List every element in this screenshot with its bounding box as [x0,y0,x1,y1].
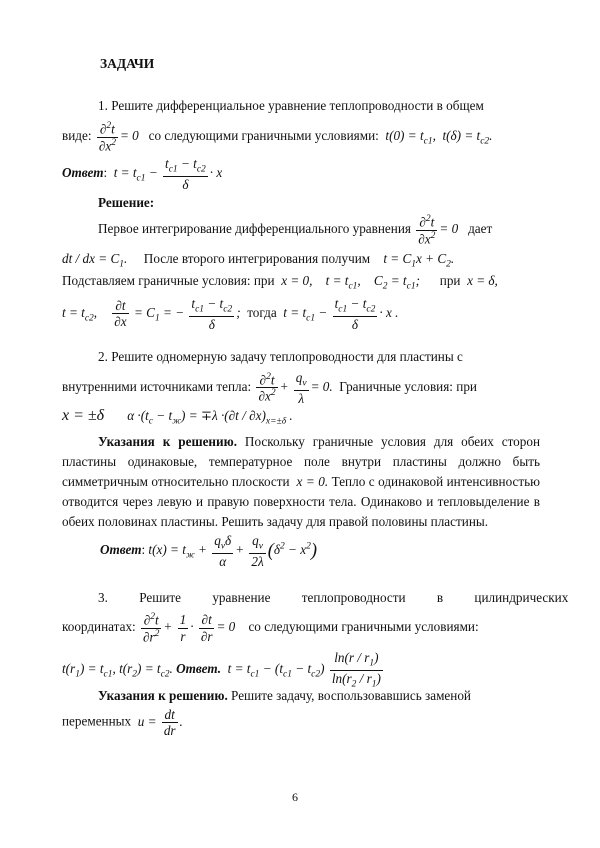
task2-statement-line2 [62,370,540,406]
task2-answer: Ответ: $t(x) = t_ж$ + $\frac{q_v\delta}{\alpha}$ + $\frac{q_v}{2\lambda}$ $(\delta^2 - x^2)$ [100,533,318,569]
task2-line2-suffix: Граничные условия: при [339,378,477,394]
task1-line2-prefix: виде: [62,128,92,144]
task1-equation: $\frac{\partial^2t}{\partial x^2}$ = 0 [98,121,143,153]
task2-hint-text2: Тепло с одинаковой интенсивностью отводится через левую и правую поверхности тела. Одинаково и тепловыделение в обеих половинах пластины. Решить задачу для правой половины пластины. [62,474,540,529]
task1-boundary-conditions: $t(0) = t_{c1}$, $t(\delta) = t_{c2}$. [382,128,493,147]
task2-answer-label: Ответ [100,541,142,557]
task1-answer-label: Ответ [62,164,104,180]
task1-solution-line3: Подставляем граничные условия: при x = 0, $t = t_{c1}$, $C_2 = t_{c1}$; при x = δ, [62,273,498,292]
task1-sol-line4-then: тогда [247,304,277,320]
task3-line2-prefix: координатах: [62,619,136,635]
task1-answer-formula: $t = t_{c1}$ − $\frac{t_{c1} - t_{c2}}{\delta}$ · x [110,156,223,192]
task3-equation: $\frac{\partial^2t}{\partial r^2}$ + $\frac{1}{r}$ · $\frac{\partial t}{\partial r}$ = 0 [143,612,239,644]
task1-sol-equation: $\frac{\partial^2t}{\partial x^2}$ = 0 [418,214,462,246]
task2-equation: $\frac{\partial^2t}{\partial x^2}$ + $\frac{q_v}{\lambda}$ = 0. [258,370,336,406]
task3-statement-line1: 3. Решите уравнение теплопроводности в цилиндрических [98,590,569,605]
task1-solution-line4: $t = t_{c2}$, $\frac{\partial t}{\partial x}$ = $C_1$ = − $\frac{t_{c1} - t_{c2}}{\delta}$ ; тогда $t = t_{c1}$ − $\frac{t_{c1} - t_{c2}}{\delta}$ · x . [62,296,399,332]
task1-sol-line1-text: Первое интегрирование дифференциального уравнения [98,221,411,237]
task3-hint [98,686,540,706]
task2-line2-prefix: внутренними источниками тепла: [62,378,252,394]
task1-statement-line1: 1. Решите дифференциальное уравнение теплопроводности в общем [98,98,484,113]
task1-statement-line2 [62,121,540,153]
task3-answer-label: Ответ. [176,661,222,677]
task1-sol-line1-end: дает [468,221,493,237]
task1-solution-line2: dt / dx = $C_1$. После второго интегрирования получим $t = C_1x + C_2$. [62,251,455,270]
task2-boundary-line: x = ±δ $\alpha \cdot(t_c - t_ж) = \mp\lambda \cdot(\partial t / \partial x)_{x=\pm\delta}$ . [62,407,293,427]
task1-solution-label: Решение: [98,195,155,210]
task3-hint-text: Решите задачу, воспользовавшись заменой [231,688,471,703]
task3-line2-suffix: со следующими граничными условиями: [248,619,479,635]
task1-answer: Ответ: $t = t_{c1}$ − $\frac{t_{c1} - t_{c2}}{\delta}$ · x [62,156,223,192]
task3-hint-label: Указания к решению. [98,688,228,703]
task2-hint-text: Поскольку граничные условия для обеих сторон пластины одинаковые, температурное поле внутри пластины должно быть симметричным относительно плоскости [62,434,541,489]
task1-sol-line2-text: После второго интегрирования получим [143,251,371,266]
task1-solution-line1 [98,214,540,246]
task3-hint-line2: переменных u = $\frac{dt}{dr}$ . [62,707,183,739]
task3-statement-line2 [62,612,540,644]
page-heading: ЗАДАЧИ [100,56,155,71]
task1-sol-line3-text: Подставляем граничные условия: при [62,273,275,288]
task2-hint-label: Указания к решению. [98,434,237,449]
task3-boundary-answer: $t(r_1) = t_{c1}$, $t(r_2) = t_{c2}$. Ответ. $t = t_{c1} - (t_{c1} - t_{c2})$ $\frac{\ln(r / r_1)}{\ln(r_2 / r_1)}$ [62,650,381,690]
task2-hint: Указания к решению. Поскольку граничные условия для обеих сторон пластины одинаковые, температурное поле внутри пластины должно быть симметричным относительно плоскости x = 0. Тепло с одинаковой интенсивностью отводится через левую и правую поверхности тела. Одинаково и тепловыделение в обеих половинах пластины. Решить задачу для правой половины пластины. [62,434,541,529]
task3-hint-text2: переменных [62,713,132,729]
page-number: 6 [292,790,298,804]
task1-sol-line3-at: при [439,273,461,288]
task1-line2-middle: со следующими граничными условиями: [148,128,379,144]
task2-statement-line1: 2. Решите одномерную задачу теплопроводности для пластины с [98,349,463,364]
